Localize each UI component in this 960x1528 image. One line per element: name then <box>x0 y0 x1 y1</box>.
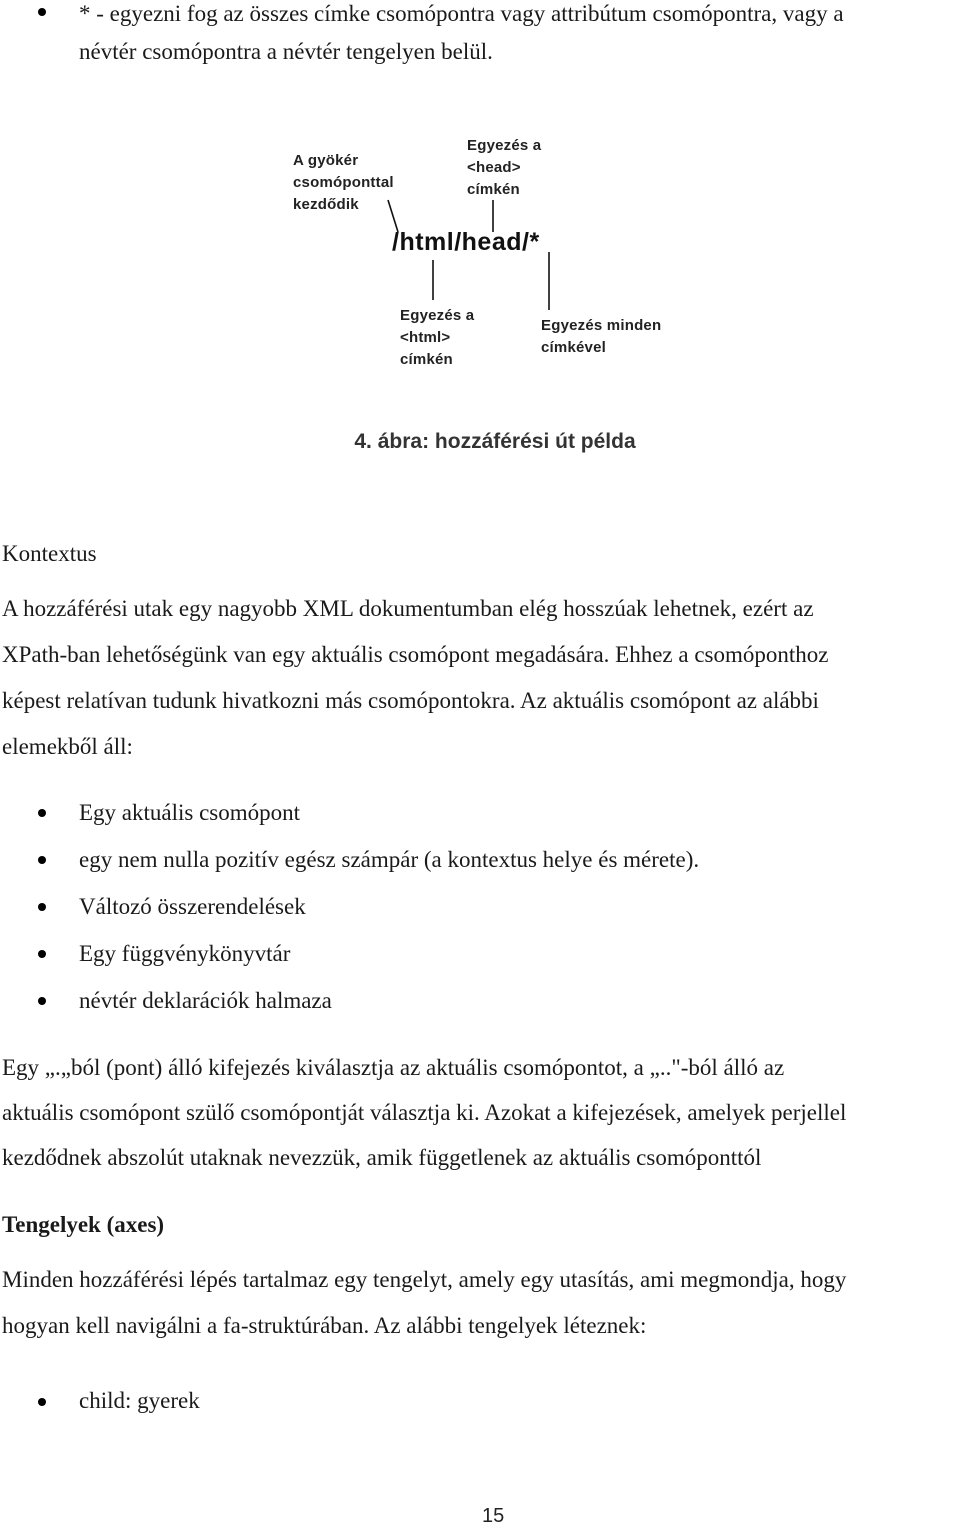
bullet-marker <box>38 997 46 1005</box>
tengelyek-bullet-1: child: gyerek <box>79 1388 200 1413</box>
bullet-marker <box>38 1398 46 1406</box>
kontextus-para2-line-1: Egy „.„ból (pont) álló kifejezés kiválasztja az aktuális csomópontot, a „.."-ból álló az <box>2 1055 785 1080</box>
kontextus-para-line-3: képest relatívan tudunk hivatkozni más csomópontokra. Az aktuális csomópont az alábbi <box>2 688 819 713</box>
top-bullet-line-1: * - egyezni fog az összes címke csomópontra vagy attribútum csomópontra, vagy a <box>79 1 844 26</box>
figure-html-label: Egyezés a <html> címkén <box>400 307 475 368</box>
kontextus-bullet-4: Egy függvénykönyvtár <box>79 941 291 966</box>
figure-head-label: Egyezés a <head> címkén <box>467 137 542 198</box>
kontextus-bullet-5: névtér deklarációk halmaza <box>79 988 332 1013</box>
kontextus-para2-line-2: aktuális csomópont szülő csomópontját választja ki. Azokat a kifejezések, amelyek perjellel <box>2 1100 847 1125</box>
page-number: 15 <box>482 1505 505 1527</box>
tengelyek-para-line-1: Minden hozzáférési lépés tartalmaz egy tengelyt, amely egy utasítás, ami megmondja, hogy <box>2 1267 847 1292</box>
bullet-marker <box>38 856 46 864</box>
figure-any-label: Egyezés minden címkével <box>541 317 662 356</box>
kontextus-bullet-2: egy nem nulla pozitív egész számpár (a kontextus helye és mérete). <box>79 847 700 872</box>
figure-connector-lines <box>0 0 960 400</box>
bullet-marker <box>38 809 46 817</box>
kontextus-para-line-1: A hozzáférési utak egy nagyobb XML dokumentumban elég hosszúak lehetnek, ezért az <box>2 596 814 621</box>
bullet-marker <box>38 950 46 958</box>
tengelyek-para-line-2: hogyan kell navigálni a fa-struktúrában. Az alábbi tengelyek léteznek: <box>2 1313 647 1338</box>
top-bullet-line-2: névtér csomópontra a névtér tengelyen belül. <box>79 39 493 64</box>
figure-path-expression: /html/head/* <box>392 228 540 256</box>
kontextus-para2-line-3: kezdődnek abszolút utaknak nevezzük, amik függetlenek az aktuális csomóponttól <box>2 1145 762 1170</box>
kontextus-para-line-4: elemekből áll: <box>2 734 133 759</box>
bullet-marker <box>38 903 46 911</box>
kontextus-bullet-3: Változó összerendelések <box>79 894 306 919</box>
figure-caption: 4. ábra: hozzáférési út példa <box>354 430 636 453</box>
tengelyek-heading: Tengelyek (axes) <box>2 1212 165 1237</box>
kontextus-para-line-2: XPath-ban lehetőségünk van egy aktuális csomópont megadására. Ehhez a csomóponthoz <box>2 642 829 667</box>
kontextus-bullet-1: Egy aktuális csomópont <box>79 800 301 825</box>
connector-root <box>388 200 398 232</box>
kontextus-heading: Kontextus <box>2 541 97 566</box>
figure-root-label: A gyökér csomóponttal kezdődik <box>293 152 394 213</box>
